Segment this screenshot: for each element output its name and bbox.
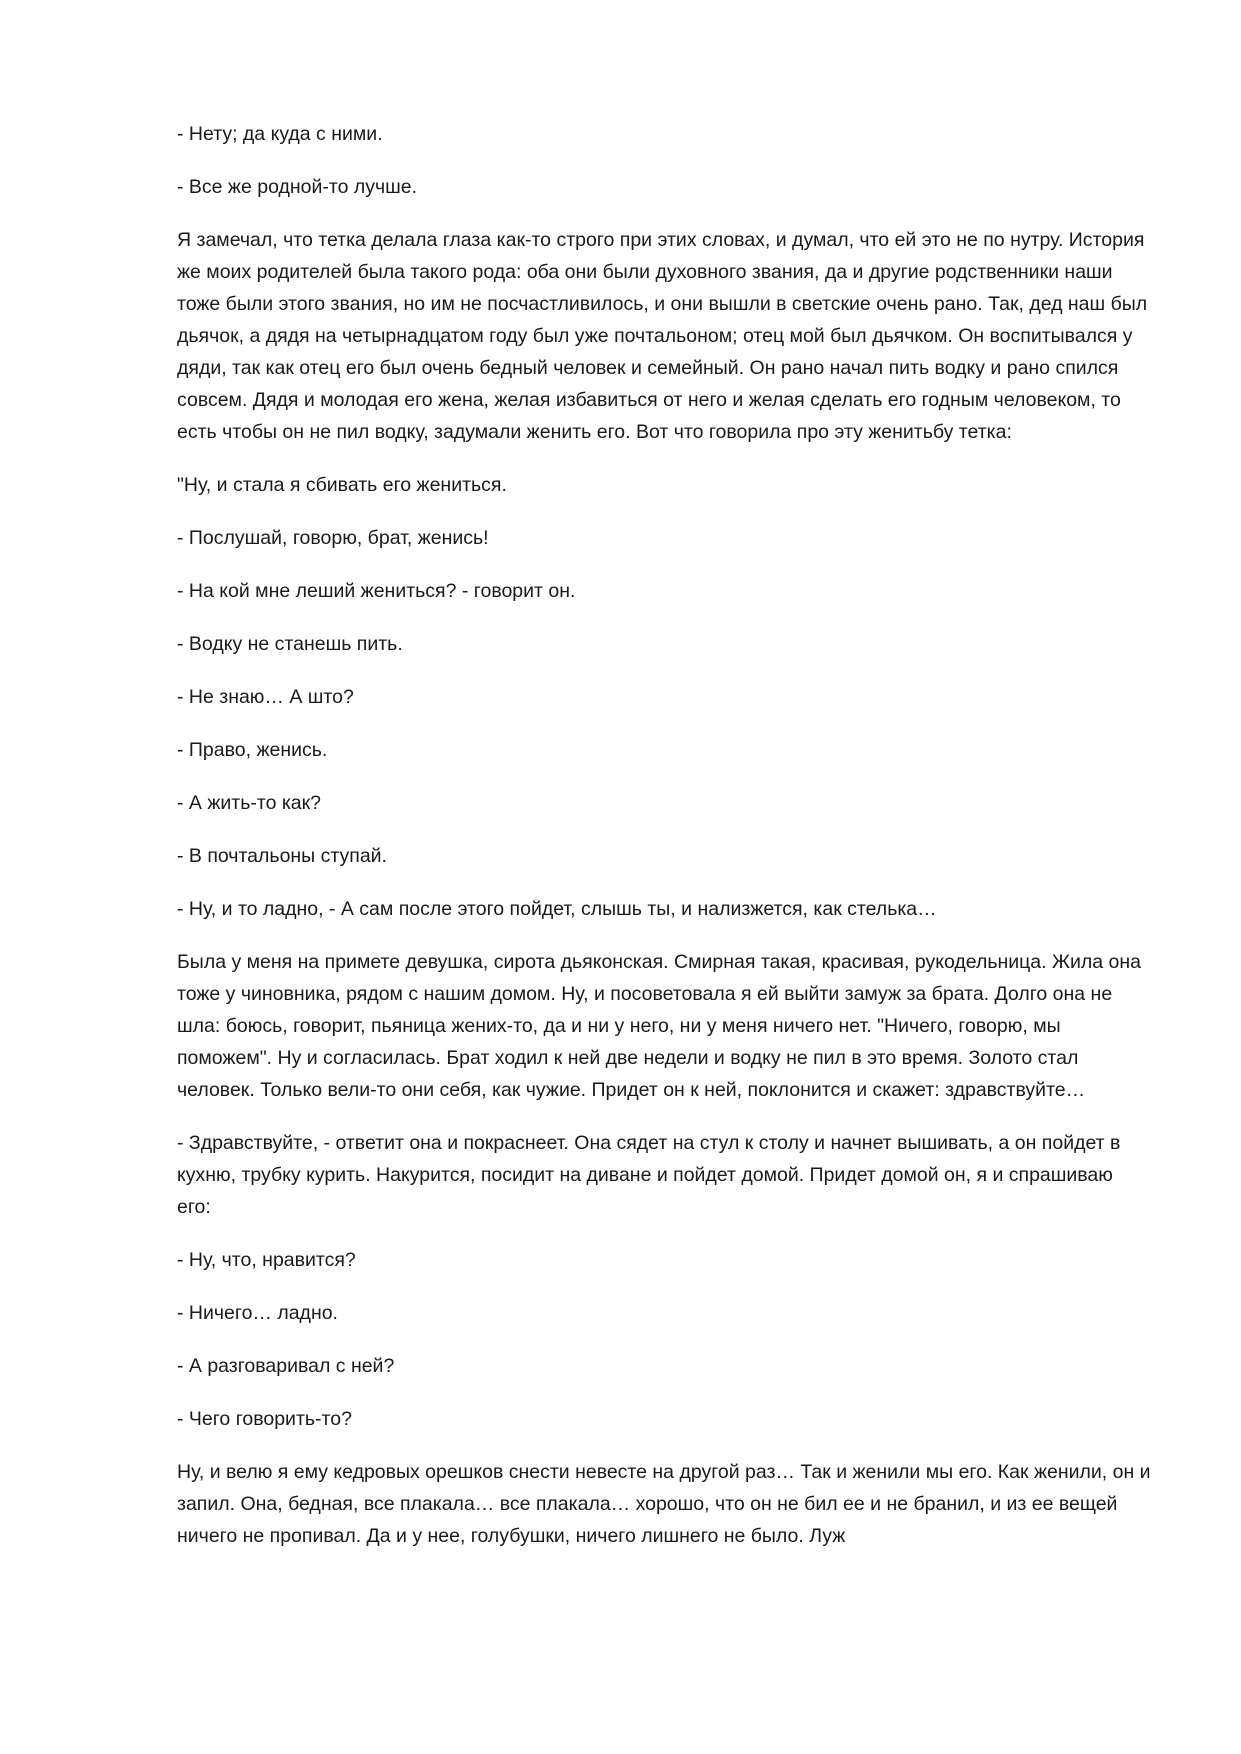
paragraph-18: - Чего говорить-то?	[177, 1408, 352, 1430]
paragraph-15: - Ну, что, нравится?	[177, 1249, 356, 1271]
paragraph-6: - На кой мне леший жениться? - говорит он.	[177, 580, 576, 602]
paragraph-17: - А разговаривал с ней?	[177, 1355, 395, 1377]
paragraph-5: - Послушай, говорю, брат, женись!	[177, 527, 489, 549]
paragraph-7: - Водку не станешь пить.	[177, 633, 403, 655]
paragraph-12: - Ну, и то ладно, - А сам после этого пойдет, слышь ты, и нализжется, как стелька…	[177, 898, 937, 920]
paragraph-3: Я замечал, что тетка делала глаза как-то строго при этих словах, и думал, что ей это не по нутру. История же моих родителей была такого рода: оба они были духовного звания, да и другие родственники наши тоже были этого звания, но им не посчастливилось, и они вышли в светские очень рано. Так, дед наш был дьячок, а дядя на четырнадцатом году был уже почтальоном; отец мой был дьячком. Он воспитывался у дяди, так как отец его был очень бедный человек и семейный. Он рано начал пить водку и рано спился совсем. Дядя и молодая его жена, желая избавиться от него и желая сделать его годным человеком, то есть чтобы он не пил водку, задумали женить его. Вот что говорила про эту женитьбу тетка:	[177, 229, 1148, 443]
document-body	[177, 118, 1152, 1573]
paragraph-10: - А жить-то как?	[177, 792, 322, 814]
paragraph-2: - Все же родной-то лучше.	[177, 176, 418, 198]
paragraph-9: - Право, женись.	[177, 739, 328, 761]
paragraph-14: - Здравствуйте, - ответит она и покраснеет. Она сядет на стул к столу и начнет вышивать, а он пойдет в кухню, трубку курить. Накурится, посидит на диване и пойдет домой. Придет домой он, я и спрашиваю его:	[177, 1132, 1121, 1218]
paragraph-16: - Ничего… ладно.	[177, 1302, 338, 1324]
paragraph-11: - В почтальоны ступай.	[177, 845, 387, 867]
paragraph-8: - Не знаю… А што?	[177, 686, 354, 708]
paragraph-1: - Нету; да куда с ними.	[177, 123, 383, 145]
paragraph-19: Ну, и велю я ему кедровых орешков снести невесте на другой раз… Так и женили мы его. Как женили, он и запил. Она, бедная, все плакала… все плакала… хорошо, что он не бил ее и не бранил, и из ее вещей ничего не пропивал. Да и у нее, голубушки, ничего лишнего не было. Луж	[177, 1461, 1151, 1547]
paragraph-4: "Ну, и стала я сбивать его жениться.	[177, 474, 507, 496]
paragraph-13: Была у меня на примете девушка, сирота дьяконская. Смирная такая, красивая, рукодельница. Жила она тоже у чиновника, рядом с нашим домом. Ну, и посоветовала я ей выйти замуж за брата. Долго она не шла: боюсь, говорит, пьяница жених-то, да и ни у него, ни у меня ничего нет. "Ничего, говорю, мы поможем". Ну и согласилась. Брат ходил к ней две недели и водку не пил в это время. Золото стал человек. Только вели-то они себя, как чужие. Придет он к ней, поклонится и скажет: здравствуйте…	[177, 951, 1141, 1101]
